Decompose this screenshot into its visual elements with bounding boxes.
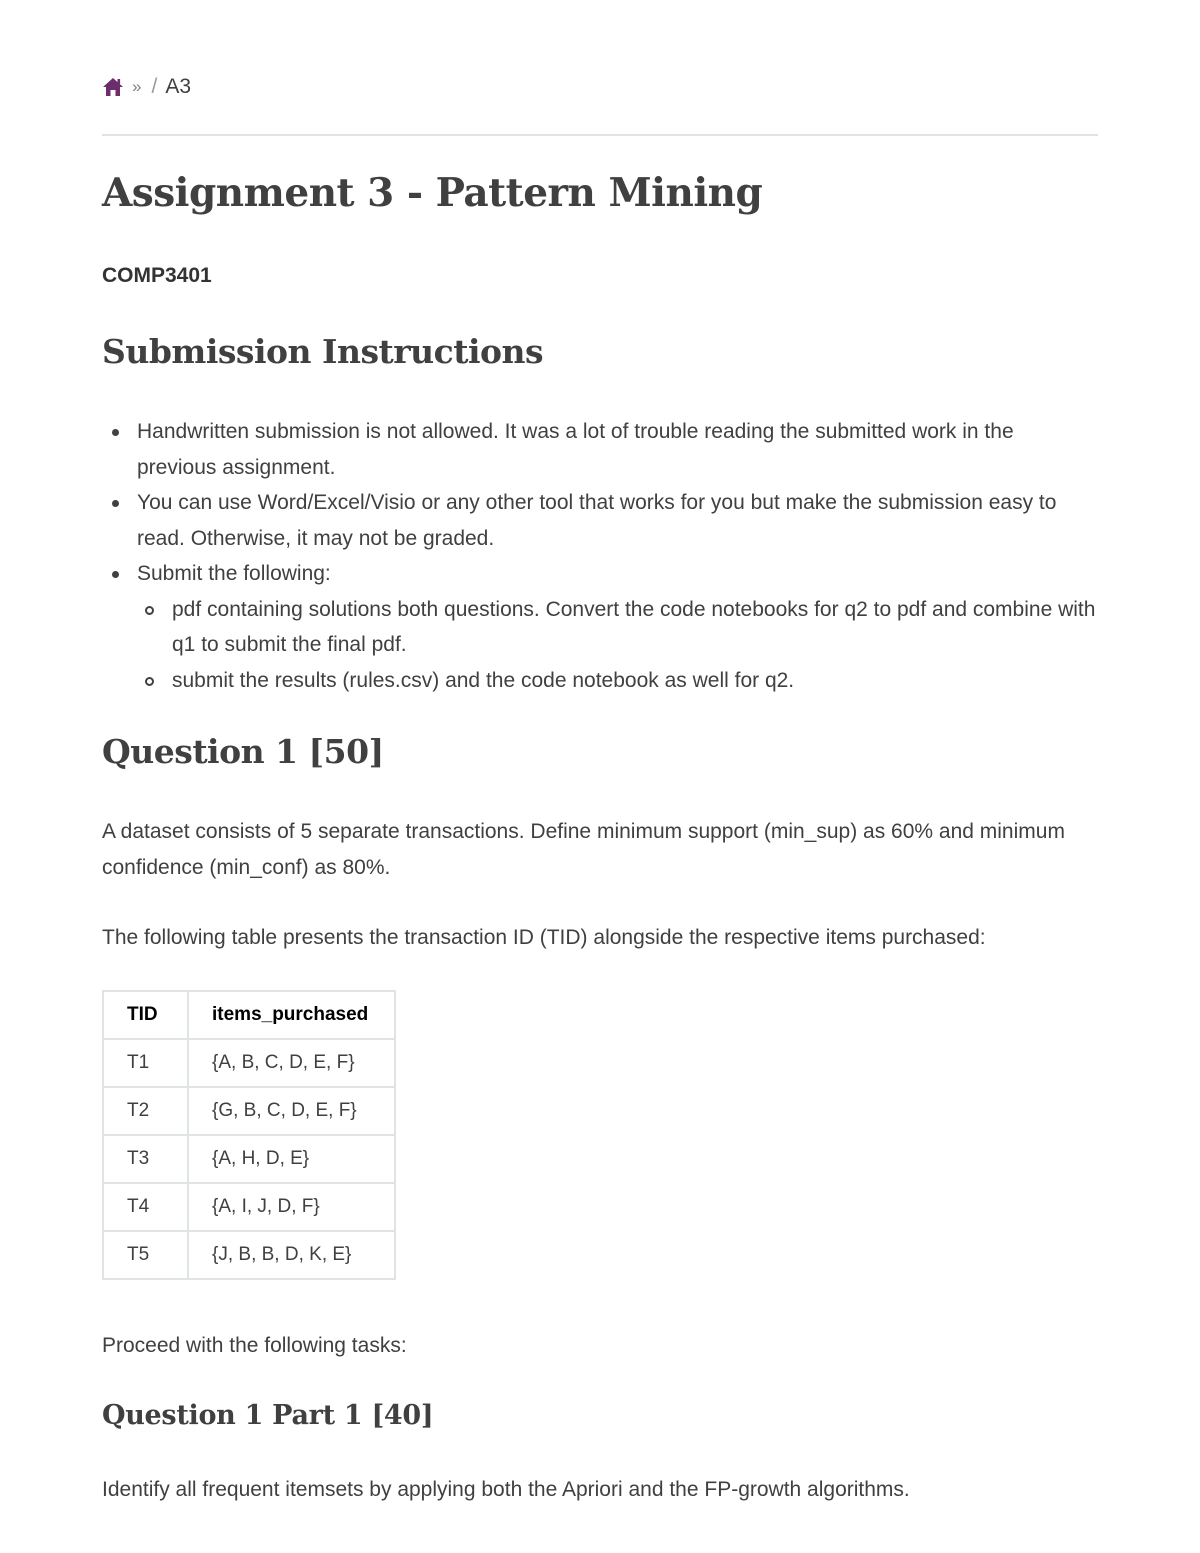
table-row: [103, 1135, 395, 1183]
cell-items: {G, B, C, D, E, F}: [188, 1087, 395, 1135]
sublist-item: pdf containing solutions both questions. Convert the code notebooks for q2 to pdf and combine with q1 to submit the final pdf.: [172, 592, 1097, 663]
column-header-tid: TID: [103, 991, 188, 1039]
cell-tid: T4: [103, 1183, 188, 1231]
question1-part1-heading: Question 1 Part 1 [40]: [102, 1400, 434, 1431]
question1-part1-text: Identify all frequent itemsets by applying both the Apriori and the FP-growth algorithms.: [102, 1478, 910, 1501]
question1-heading: Question 1 [50]: [102, 732, 384, 771]
table-row: [103, 1087, 395, 1135]
cell-items: {J, B, B, D, K, E}: [188, 1231, 395, 1279]
table-header-row: [103, 991, 395, 1039]
table-row: [103, 1231, 395, 1279]
cell-items: {A, H, D, E}: [188, 1135, 395, 1183]
cell-tid: T1: [103, 1039, 188, 1087]
list-item-text: Submit the following:: [137, 562, 331, 585]
list-item: You can use Word/Excel/Visio or any other tool that works for you but make the submission easy to read. Otherwise, it may not be graded.: [137, 485, 1097, 556]
submission-list: [102, 414, 1097, 698]
home-icon[interactable]: [102, 77, 124, 97]
breadcrumb-slash: /: [151, 75, 158, 98]
breadcrumb: [102, 72, 191, 102]
cell-tid: T5: [103, 1231, 188, 1279]
dataset-description: A dataset consists of 5 separate transactions. Define minimum support (min_sup) as 60% and minimum confidence (min_conf) as 80%.: [102, 820, 1065, 879]
proceed-text: Proceed with the following tasks:: [102, 1334, 407, 1357]
header-divider: [102, 134, 1098, 136]
list-item: [137, 556, 1097, 698]
cell-items: {A, B, C, D, E, F}: [188, 1039, 395, 1087]
cell-tid: T3: [103, 1135, 188, 1183]
table-intro: The following table presents the transaction ID (TID) alongside the respective items purchased:: [102, 926, 986, 949]
list-item: Handwritten submission is not allowed. It was a lot of trouble reading the submitted work in the previous assignment.: [137, 414, 1097, 485]
sublist-item: submit the results (rules.csv) and the code notebook as well for q2.: [172, 663, 1097, 699]
cell-tid: T2: [103, 1087, 188, 1135]
course-code: COMP3401: [102, 264, 212, 287]
table-row: [103, 1039, 395, 1087]
breadcrumb-separator: »: [132, 77, 142, 96]
submission-heading: Submission Instructions: [102, 332, 544, 371]
submission-sublist: [137, 592, 1097, 699]
breadcrumb-current: A3: [165, 75, 191, 98]
column-header-items: items_purchased: [188, 991, 395, 1039]
cell-items: {A, I, J, D, F}: [188, 1183, 395, 1231]
page-title: Assignment 3 - Pattern Mining: [102, 170, 763, 216]
transactions-table: [102, 990, 396, 1280]
table-row: [103, 1183, 395, 1231]
